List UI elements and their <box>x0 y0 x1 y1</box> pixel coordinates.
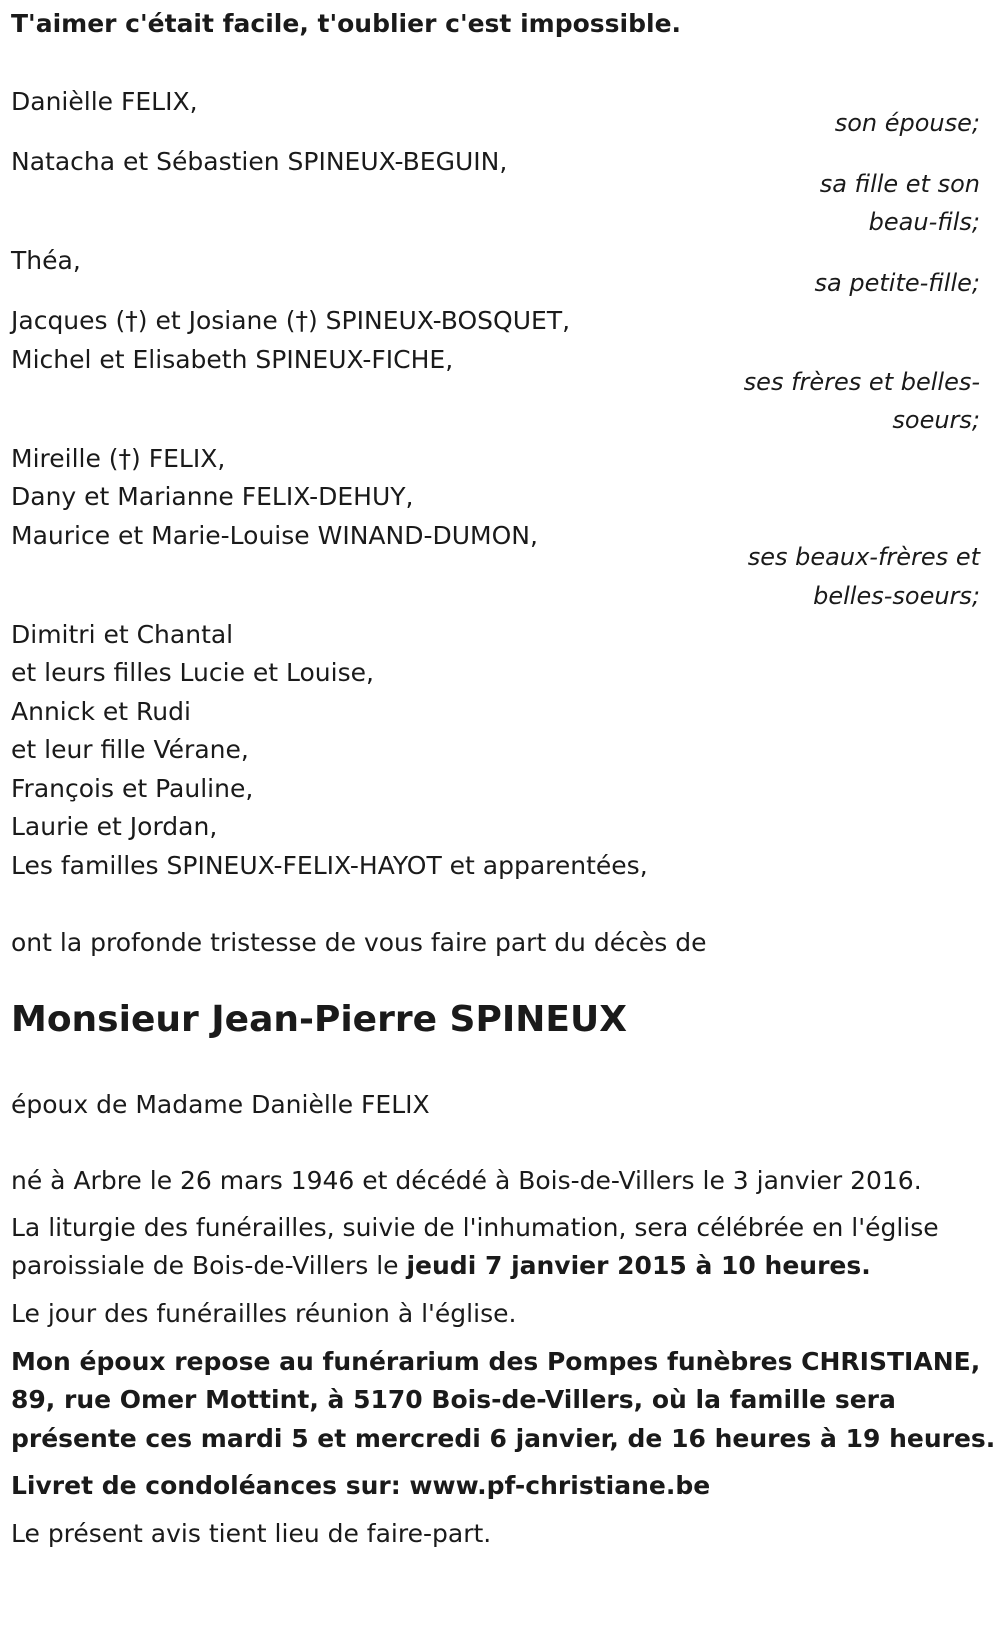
family-member-line: Théa, <box>11 246 81 275</box>
family-member-line: Annick et Rudi <box>11 697 191 726</box>
announcement-text: ont la profonde tristesse de vous faire part du décès de <box>11 928 707 957</box>
family-member-line: Natacha et Sébastien SPINEUX-BEGUIN, <box>11 147 508 176</box>
funerarium-line: 89, rue Omer Mottint, à 5170 Bois-de-Villers, où la famille sera <box>11 1385 896 1414</box>
meeting-line: Le jour des funérailles réunion à l'église. <box>11 1299 517 1328</box>
funerarium-line: Mon époux repose au funérarium des Pompes funèbres CHRISTIANE, <box>11 1347 981 1376</box>
condolences-line: Livret de condoléances sur: www.pf-christiane.be <box>11 1471 711 1500</box>
family-member-line: Les familles SPINEUX-FELIX-HAYOT et apparentées, <box>11 851 648 880</box>
role-label: ses frères et belles- <box>743 368 980 396</box>
role-label: beau-fils; <box>868 208 980 236</box>
family-member-line: Dimitri et Chantal <box>11 620 234 649</box>
spouse-line: époux de Madame Danièlle FELIX <box>11 1090 430 1119</box>
family-member-line: et leurs filles Lucie et Louise, <box>11 658 374 687</box>
family-member-line: Dany et Marianne FELIX-DEHUY, <box>11 482 414 511</box>
birth-death-line: né à Arbre le 26 mars 1946 et décédé à Bois-de-Villers le 3 janvier 2016. <box>11 1166 922 1195</box>
liturgy-line-1: La liturgie des funérailles, suivie de l'inhumation, sera célébrée en l'église <box>11 1213 939 1242</box>
liturgy-location: paroissiale de Bois-de-Villers le <box>11 1251 407 1280</box>
funerarium-line: présente ces mardi 5 et mercredi 6 janvier, de 16 heures à 19 heures. <box>11 1424 996 1453</box>
family-member-line: et leur fille Vérane, <box>11 735 249 764</box>
role-label: sa petite-fille; <box>814 269 980 297</box>
family-member-line: Mireille (†) FELIX, <box>11 444 226 473</box>
role-label: soeurs; <box>892 406 980 434</box>
role-label: belles-soeurs; <box>813 582 980 610</box>
role-label: sa fille et son <box>819 170 980 198</box>
family-member-line: François et Pauline, <box>11 774 254 803</box>
liturgy-date-time: jeudi 7 janvier 2015 à 10 heures. <box>406 1251 871 1280</box>
liturgy-line-2 <box>11 1246 871 1286</box>
quote-heading: T'aimer c'était facile, t'oublier c'est impossible. <box>11 9 682 38</box>
family-member-line: Maurice et Marie-Louise WINAND-DUMON, <box>11 521 538 550</box>
family-member-line: Danièlle FELIX, <box>11 87 198 116</box>
family-member-line: Jacques (†) et Josiane (†) SPINEUX-BOSQUET, <box>11 306 571 335</box>
family-member-line: Laurie et Jordan, <box>11 812 218 841</box>
deceased-name: Monsieur Jean-Pierre SPINEUX <box>11 999 627 1040</box>
family-member-line: Michel et Elisabeth SPINEUX-FICHE, <box>11 345 454 374</box>
role-label: ses beaux-frères et <box>747 543 980 571</box>
role-label: son épouse; <box>834 109 980 137</box>
footer-note: Le présent avis tient lieu de faire-part. <box>11 1519 492 1548</box>
